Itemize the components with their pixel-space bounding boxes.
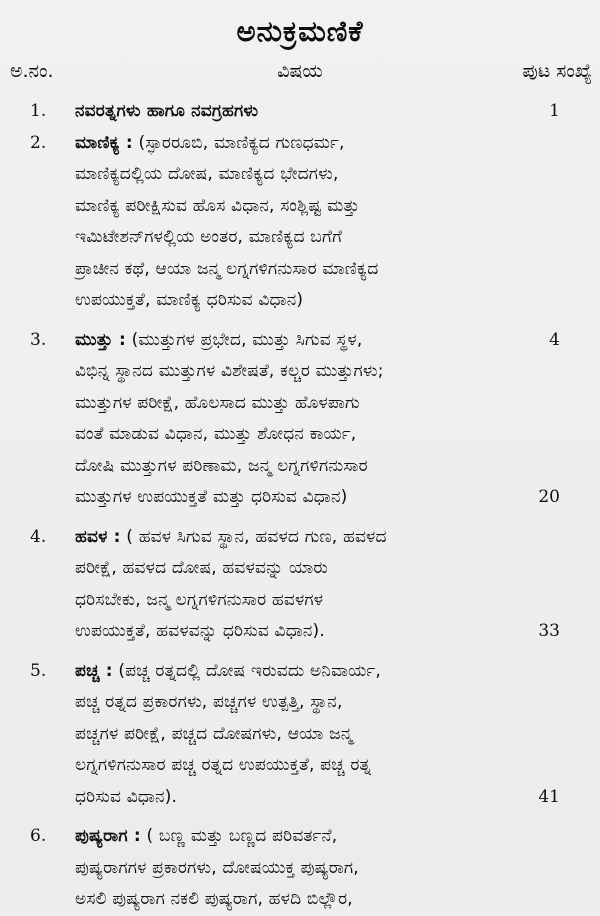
entry-heading: ಮಾಣಿಕ್ಯ : xyxy=(75,132,133,153)
header-subject: ವಿಷಯ xyxy=(277,60,323,82)
contents-entry xyxy=(0,656,600,814)
entry-page-number: 4 xyxy=(549,329,560,350)
entry-line: ಉಪಯುಕ್ತತೆ, ಮಾಣಿಕ್ಯ ಧರಿಸುವ ವಿಧಾನ) xyxy=(75,290,304,310)
entry-number: 4. xyxy=(30,526,47,547)
entry-number: 1. xyxy=(30,101,47,121)
contents-list xyxy=(0,96,600,916)
entry-line: (ಪಚ್ಚ ರತ್ನದಲ್ಲಿ ದೋಷ ಇರುವದು ಅನಿವಾರ್ಯ, xyxy=(118,660,381,681)
entry-heading: ಹವಳ : xyxy=(75,526,121,547)
entry-line: (ಸ್ಫಾರರೂಬಿ, ಮಾಣಿಕ್ಯದ ಗುಣಧರ್ಮ, xyxy=(138,132,345,153)
contents-entry xyxy=(0,821,600,916)
entry-line: ಅಸಲಿ ಪುಷ್ಯರಾಗ ನಕಲಿ ಪುಷ್ಯರಾಗ, ಹಳದಿ ಬಿಲ್ಲೌರ, xyxy=(75,889,353,909)
entry-line: ಧರಿಸಬೇಕು, ಜನ್ಮ ಲಗ್ನಗಳಿಗನುಸಾರ ಹವಳಗಳ xyxy=(75,589,324,610)
entry-page-number: 33 xyxy=(538,621,560,641)
entry-line: ( ಹವಳ ಸಿಗುವ ಸ್ಥಾನ, ಹವಳದ ಗುಣ, ಹವಳದ xyxy=(126,526,387,547)
entry-heading: ಮುತ್ತು : xyxy=(75,329,126,350)
entry-page-number: 41 xyxy=(538,786,560,807)
entry-line: ಮಾಣಿಕ್ಯ ಪರೀಕ್ಷಿಸುವ ಹೊಸ ವಿಧಾನ, ಸಂಶ್ಲಿಷ್ಟ ಮತ್ತು xyxy=(75,195,360,216)
entry-line: ಮಾಣಿಕ್ಯದಲ್ಲಿಯ ದೋಷ, ಮಾಣಿಕ್ಯದ ಭೇದಗಳು, xyxy=(75,164,339,184)
entry-number: 3. xyxy=(30,329,47,350)
entry-page-number: 1 xyxy=(549,101,560,121)
entry-line: ಪ್ರಾಚೀನ ಕಥೆ, ಆಯಾ ಜನ್ಮ ಲಗ್ನಗಳಿಗನುಸಾರ ಮಾಣಿಕ್ಯದ xyxy=(75,258,379,279)
entry-number: 5. xyxy=(30,660,47,681)
contents-entry xyxy=(0,128,600,317)
contents-entry xyxy=(0,325,600,514)
entry-text xyxy=(75,821,485,916)
entry-text xyxy=(75,522,485,648)
contents-entry xyxy=(0,96,600,128)
entry-line: ಇಮಿಟೇಶನ್‌ಗಳಲ್ಲಿಯ ಅಂತರ, ಮಾಣಿಕ್ಯದ ಬಗೆಗೆ xyxy=(75,227,343,247)
entry-line: (ಮುತ್ತುಗಳ ಪ್ರಭೇದ, ಮುತ್ತು ಸಿಗುವ ಸ್ಥಳ, xyxy=(131,329,363,350)
entry-heading: ಪುಷ್ಯರಾಗ : xyxy=(75,826,141,846)
entry-line: ದೋಷಿ ಮುತ್ತುಗಳ ಪರಿಣಾಮ, ಜನ್ಮ ಲಗ್ನಗಳಿಗನುಸಾರ xyxy=(75,455,368,476)
entry-line: ( ಬಣ್ಣ ಮತ್ತು ಬಣ್ಣದ ಪರಿವರ್ತನೆ, xyxy=(146,826,338,846)
entry-line: ಧರಿಸುವ ವಿಧಾನ). xyxy=(75,786,178,807)
entry-line: ಪಚ್ಚ ರತ್ನದ ಪ್ರಕಾರಗಳು, ಪಚ್ಚಗಳ ಉತ್ಪತ್ತಿ, ಸ್ಥಾನ, xyxy=(75,692,343,712)
entry-line: ವಿಭಿನ್ನ ಸ್ಥಾನದ ಮುತ್ತುಗಳ ವಿಶೇಷತೆ, ಕಲ್ಚರ ಮುತ್ತುಗಳು; xyxy=(75,361,384,381)
entry-line: ಉಪಯುಕ್ತತೆ, ಹವಳವನ್ನು ಧರಿಸುವ ವಿಧಾನ). xyxy=(75,621,325,641)
page-title: ಅನುಕ್ರಮಣಿಕೆ xyxy=(236,14,364,48)
entry-number: 2. xyxy=(30,132,47,153)
contents-entry xyxy=(0,522,600,648)
entry-line: ಪರೀಕ್ಷೆ, ಹವಳದ ದೋಷ, ಹವಳವನ್ನು ಯಾರು xyxy=(75,558,329,578)
entry-number: 6. xyxy=(30,826,47,846)
entry-line: ವಂತೆ ಮಾಡುವ ವಿಧಾನ, ಮುತ್ತು ಶೋಧನ ಕಾರ್ಯ, xyxy=(75,424,357,444)
entry-heading: ಪಚ್ಚ : xyxy=(75,660,113,681)
entry-line: ಪಚ್ಚಗಳ ಪರೀಕ್ಷೆ, ಪಚ್ಚದ ದೋಷಗಳು, ಆಯಾ ಜನ್ಮ xyxy=(75,723,353,744)
header-page-number: ಪುಟ ಸಂಖ್ಯೆ xyxy=(522,60,592,82)
entry-text xyxy=(75,128,485,317)
entry-line: ಮುತ್ತುಗಳ ಪರೀಕ್ಷೆ, ಹೊಲಸಾದ ಮುತ್ತು ಹೊಳಪಾಗು xyxy=(75,392,360,413)
header-serial-number: ಅ.ನಂ. xyxy=(10,60,54,82)
entry-line: ಮುತ್ತುಗಳ ಉಪಯುಕ್ತತೆ ಮತ್ತು ಧರಿಸುವ ವಿಧಾನ) xyxy=(75,487,348,507)
entry-line: ಲಗ್ನಗಳಿಗನುಸಾರ ಪಚ್ಚ ರತ್ನದ ಉಪಯುಕ್ತತೆ, ಪಚ್ಚ ರತ್ನ xyxy=(75,755,372,775)
entry-page-number: 20 xyxy=(538,487,560,507)
entry-line: ಪುಷ್ಯರಾಗಗಳ ಪ್ರಕಾರಗಳು, ದೋಷಯುಕ್ತ ಪುಷ್ಯರಾಗ, xyxy=(75,857,359,878)
entry-heading: ನವರತ್ನಗಳು ಹಾಗೂ ನವಗ್ರಹಗಳು xyxy=(75,101,259,121)
entry-text xyxy=(75,96,485,128)
entry-text xyxy=(75,656,485,814)
entry-text xyxy=(75,325,485,514)
